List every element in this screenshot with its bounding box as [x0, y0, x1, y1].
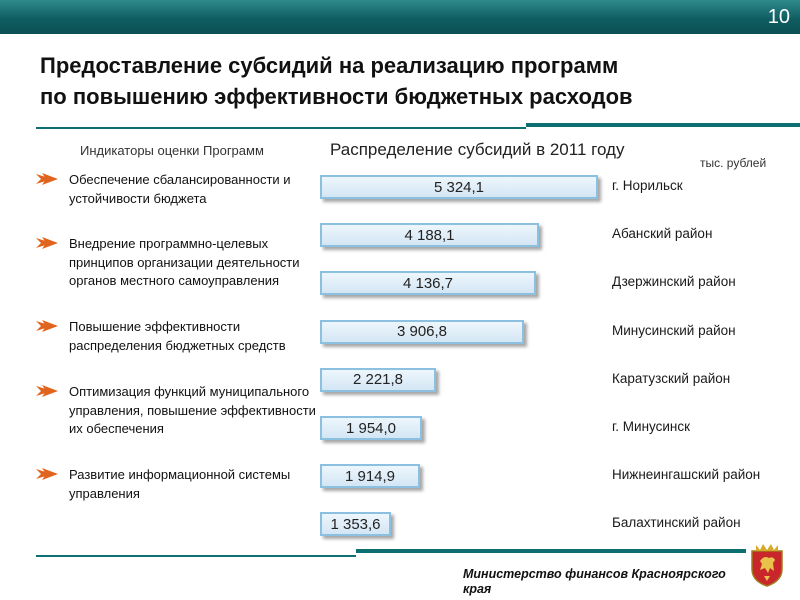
region-label: г. Норильск	[612, 178, 683, 193]
page-number: 10	[767, 6, 790, 28]
arrow-bullet-icon	[36, 384, 58, 398]
indicator-text: Внедрение программно-целевых принципов организации деятельности органов местного самоуправления	[69, 236, 300, 288]
region-label: Дзержинский район	[612, 274, 736, 290]
krasnoyarsk-coat-of-arms-icon	[748, 541, 786, 587]
indicator-text: Обеспечение сбалансированности и устойчивости бюджета	[69, 172, 291, 206]
bar	[320, 175, 598, 199]
footer-divider	[36, 549, 746, 557]
arrow-bullet-icon	[36, 467, 58, 481]
indicators-heading: Индикаторы оценки Программ	[80, 143, 264, 158]
distribution-heading: Распределение субсидий в 2011 году	[330, 140, 625, 159]
bar-value-label: 1 914,9	[344, 467, 396, 485]
bar	[320, 271, 536, 295]
bar-value-label: 4 136,7	[402, 274, 454, 292]
bar-value-label: 1 954,0	[345, 419, 397, 437]
arrow-bullet-icon	[36, 236, 58, 250]
bar-value-label: 1 353,6	[330, 515, 381, 533]
bar	[320, 368, 436, 392]
region-label: Абанский район	[612, 226, 713, 242]
region-label: Каратузский район	[612, 370, 731, 386]
bar-value-label: 3 906,8	[396, 323, 448, 341]
region-label: Минусинский район	[612, 322, 736, 338]
indicator-text: Развитие информационной системы управления	[69, 467, 291, 501]
bar-value-label: 5 324,1	[433, 178, 485, 196]
bar	[320, 416, 422, 440]
bar-value-label: 4 188,1	[404, 226, 455, 244]
title-line-2: по повышению эффективности бюджетных расходов	[40, 84, 633, 109]
region-label: Балахтинский район	[612, 515, 741, 531]
title-line-1: Предоставление субсидий на реализацию программ	[40, 53, 619, 78]
arrow-bullet-icon	[36, 172, 58, 186]
bar-value-label: 2 221,8	[352, 371, 404, 389]
region-label: Нижнеингашский район	[612, 467, 761, 483]
ministry-footer: Министерство финансов Красноярского края	[463, 567, 726, 596]
bar	[320, 320, 524, 344]
bar	[320, 512, 391, 536]
slide-title	[40, 50, 780, 112]
unit-label: тыс. рублей	[700, 156, 767, 170]
bar	[320, 464, 420, 488]
arrow-bullet-icon	[36, 319, 58, 333]
title-divider	[36, 123, 766, 129]
bar	[320, 223, 539, 247]
header-bar	[0, 0, 800, 34]
indicator-text: Оптимизация функций муниципального управления, повышение эффективности их обеспечения	[69, 384, 316, 436]
region-label: г. Минусинск	[612, 419, 691, 434]
indicator-text: Повышение эффективности распределения бюджетных средств	[69, 319, 286, 353]
